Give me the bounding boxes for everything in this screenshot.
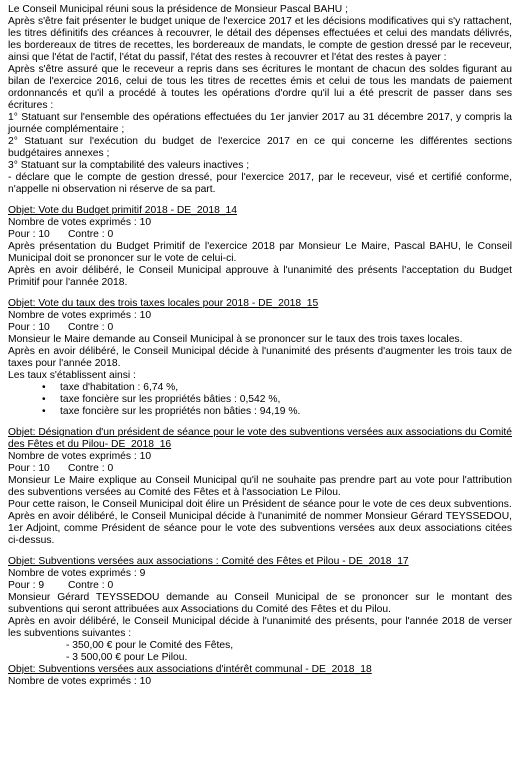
votes-pour: Pour : 10 [8,322,50,333]
section-de-2018-14 [8,205,512,289]
intro-paragraph-4: 2° Statuant sur l'exécution du budget de l'exercice 2017 en ce qui concerne les différentes sections budgétaires annexes ; [8,136,512,159]
intro-paragraph-2: Après s'être assuré que le receveur a repris dans ses écritures le montant de chacun des soldes figurant au bilan de l'exercice 2016, celui de tous les titres de recettes émis et celui de tous les mandats de paiement ordonnancés et qu'il a procédé à toutes les opérations d'ordre qu'il lui a été prescrit de passer dans ses écritures : [8,64,512,111]
votes-count: Nombre de votes exprimés : 9 [8,568,146,579]
list-item: • taxe foncière sur les propriétés non bâties : 94,19 %. [42,406,512,418]
section-title: Objet: Vote du Budget primitif 2018 - DE_2018_14 [8,205,237,216]
section-paragraph: Après en avoir délibéré, le Conseil Municipal décide à l'unanimité des présents, pour l'année 2018 de verser les subventions suivantes : [8,616,512,639]
votes-count: Nombre de votes exprimés : 10 [8,217,152,228]
section-de-2018-16 [8,427,512,547]
votes-count: Nombre de votes exprimés : 10 [8,451,152,462]
intro-paragraph-5: 3° Statuant sur la comptabilité des valeurs inactives ; [8,160,250,171]
votes-row [8,229,512,241]
votes-contre: Contre : 0 [68,322,114,333]
section-paragraph: Après présentation du Budget Primitif de l'exercice 2018 par Monsieur Le Maire, Pascal BAHU, le Conseil Municipal doit se prononcer sur le vote de celui-ci. [8,241,512,264]
section-paragraph: Monsieur Gérard TEYSSEDOU demande au Conseil Municipal de se prononcer sur le montant des subventions qui seront attribuées aux Associations du Comité des Fêtes et du Pilou. [8,592,512,615]
intro-paragraph-6: - déclare que le compte de gestion dressé, pour l'exercice 2017, par le receveur, visé et certifié conforme, n'appelle ni observation ni réserve de sa part. [8,172,512,195]
votes-count: Nombre de votes exprimés : 10 [8,310,152,321]
intro-line: Le Conseil Municipal réuni sous la présidence de Monsieur Pascal BAHU ; [8,4,348,15]
votes-row [8,322,512,334]
votes-pour: Pour : 10 [8,463,50,474]
list-item: - 350,00 € pour le Comité des Fêtes, [66,640,234,651]
section-de-2018-15 [8,298,512,418]
list-item: • taxe foncière sur les propriétés bâties : 0,542 %, [42,394,512,406]
section-paragraph: Monsieur Le Maire explique au Conseil Municipal qu'il ne souhaite pas prendre part au vote pour l'attribution des subventions versées au Comité des Fêtes et à l'association Le Pilou. [8,475,512,498]
subsidy-list [8,640,512,664]
section-paragraph: Après en avoir délibéré, le Conseil Municipal décide à l'unanimité de nommer Monsieur Gérard TEYSSEDOU, 1er Adjoint, comme Président de séance pour le vote des subventions versées aux deux associations citées ci-dessus. [8,511,512,546]
section-paragraph: Pour cette raison, le Conseil Municipal doit élire un Président de séance pour le vote de ces deux subventions. [8,499,512,510]
tax-rates-list [8,382,512,418]
section-title: Objet: Subventions versées aux associations d'intérêt communal - DE_2018_18 [8,664,372,675]
votes-contre: Contre : 0 [68,463,114,474]
votes-row [8,463,512,475]
votes-row [8,580,512,592]
section-de-2018-17 [8,556,512,664]
votes-contre: Contre : 0 [68,229,114,240]
section-paragraph: Après en avoir délibéré, le Conseil Municipal décide à l'unanimité des présents d'augmenter les trois taux de taxes pour l'année 2018. [8,346,512,369]
list-item: • taxe d'habitation : 6,74 %, [42,382,512,394]
section-paragraph: Les taux s'établissent ainsi : [8,370,136,381]
section-paragraph: Monsieur le Maire demande au Conseil Municipal à se prononcer sur le taux des trois taxes locales. [8,334,463,345]
intro-paragraph-1: Après s'être fait présenter le budget unique de l'exercice 2017 et les décisions modificatives qui s'y rattachent, les titres définitifs des créances à recouvrer, le détail des dépenses effectuées et celui des mandats délivrés, les bordereaux de titres de recettes, les bordereaux de mandats, le compte de gestion dressé par le receveur, ainsi que l'état de l'actif, l'état du passif, l'état des restes à recouvrer et l'état des restes à payer : [8,16,512,63]
intro-section [8,4,512,196]
intro-paragraph-3: 1° Statuant sur l'ensemble des opérations effectuées du 1er janvier 2017 au 31 décembre 2017, y compris la journée complémentaire ; [8,112,512,135]
section-title: Objet: Subventions versées aux associations : Comité des Fêtes et Pilou - DE_2018_17 [8,556,409,567]
votes-pour: Pour : 9 [8,580,45,591]
section-paragraph: Après en avoir délibéré, le Conseil Municipal approuve à l'unanimité des présents l'acceptation du Budget Primitif pour l'année 2018. [8,265,512,288]
votes-count: Nombre de votes exprimés : 10 [8,676,152,687]
votes-contre: Contre : 0 [68,580,114,591]
section-title: Objet: Vote du taux des trois taxes locales pour 2018 - DE_2018_15 [8,298,319,309]
section-de-2018-18 [8,664,512,688]
votes-pour: Pour : 10 [8,229,50,240]
section-title: Objet: Désignation d'un président de séance pour le vote des subventions versées aux associations du Comité des Fêtes et du Pilou- DE_2018_16 [8,427,512,450]
list-item: - 3 500,00 € pour Le Pilou. [66,652,188,663]
